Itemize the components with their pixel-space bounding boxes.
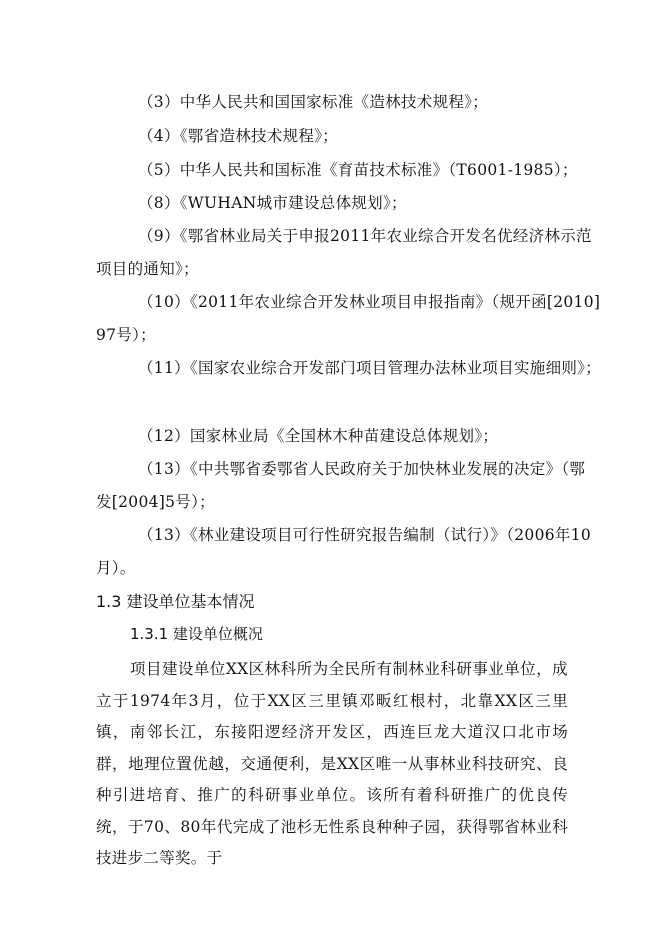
reference-item: （13）《林业建设项目可行性研究报告编制（试行）》（2006年10 xyxy=(138,526,592,544)
reference-item: （8）《WUHAN城市建设总体规划》； xyxy=(138,194,407,212)
reference-item: （13）《中共鄂省委鄂省人民政府关于加快林业发展的决定》（鄂 xyxy=(138,460,586,478)
reference-item: （9）《鄂省林业局关于申报2011年农业综合开发名优经济林示范 xyxy=(138,227,592,245)
reference-item-continuation: 发[2004]5号）； xyxy=(96,493,215,511)
reference-item-continuation: 月）。 xyxy=(96,559,136,577)
subsection-heading: 1.3.1 建设单位概况 xyxy=(130,625,263,643)
reference-item: （3）中华人民共和国国家标准《造林技术规程》； xyxy=(138,93,489,111)
section-heading: 1.3 建设单位基本情况 xyxy=(96,592,255,611)
reference-item: （4）《鄂省造林技术规程》； xyxy=(138,127,339,145)
reference-item: （11）《国家农业综合开发部门项目管理办法林业项目实施细则》； xyxy=(138,359,602,377)
reference-item: （12）国家林业局《全国林木种苗建设总体规划》； xyxy=(138,427,499,445)
reference-item-continuation: 97号）； xyxy=(96,326,156,344)
reference-item-continuation: 项目的通知》； xyxy=(96,260,199,278)
body-paragraph: 项目建设单位XX区林科所为全民所有制林业科研事业单位，成立于1974年3月，位于XX区三里镇邓畈红根村，北靠XX区三里镇，南邻长江，东接阳逻经济开发区，西连巨龙大道汉口北市场群，地理位置优越，交通便利，是XX区唯一从事林业科技研究、良种引进培育、推广的科研事业单位。该所有着科研推广的优良传统，于70、80年代完成了池杉无性系良种种子园，获得鄂省林业科技进步二等奖。于 xyxy=(96,660,568,867)
reference-item: （10）《2011年农业综合开发林业项目申报指南》（规开函[2010] xyxy=(138,293,601,311)
reference-item: （5）中华人民共和国标准《育苗技术标准》（T6001-1985）； xyxy=(138,161,578,179)
